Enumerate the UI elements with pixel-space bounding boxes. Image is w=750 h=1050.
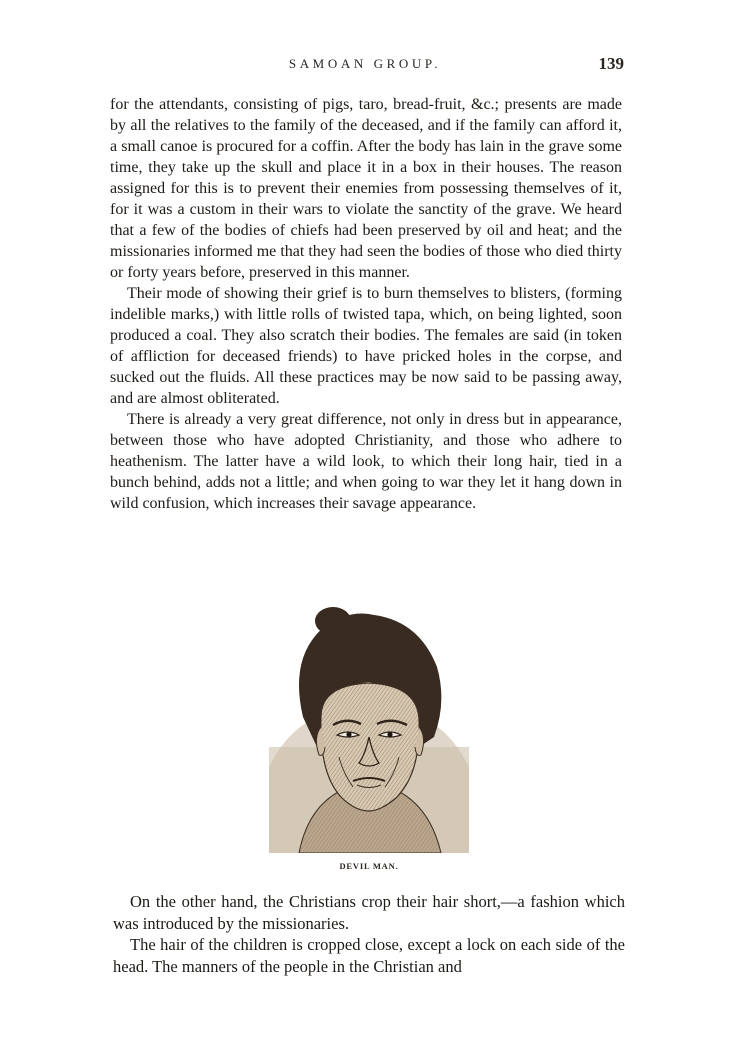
- body-text-bottom: [113, 891, 625, 977]
- figure-caption: DEVIL MAN.: [339, 861, 399, 871]
- paragraph: The hair of the children is cropped close, except a lock on each side of the head. The manners of the people in the Christian and: [113, 935, 625, 976]
- paragraph: There is already a very great difference, not only in dress but in appearance, between those who have adopted Christianity, and those who adhere to heathenism. The latter have a wild look, to which their long hair, tied in a bunch behind, adds not a little; and when going to war they let it hang down in wild confusion, which increases their savage appearance.: [110, 411, 622, 512]
- paragraph: Their mode of showing their grief is to burn themselves to blisters, (forming indelible marks,) with little rolls of twisted tapa, which, on being lighted, soon produced a coal. They also scratch their bodies. The females are said (in token of affliction for deceased friends) to have pricked holes in the corpse, and sucked out the fluids. All these practices may be now said to be passing away, and are almost obliterated.: [110, 285, 622, 407]
- running-header: [110, 54, 624, 76]
- page-number: 139: [598, 54, 624, 73]
- body-text-top: [110, 94, 622, 514]
- paragraph: On the other hand, the Christians crop their hair short,—a fashion which was introduced by the missionaries.: [113, 892, 625, 933]
- running-title: SAMOAN GROUP.: [288, 56, 442, 71]
- figure-devil-man: [269, 597, 469, 877]
- portrait-engraving-icon: [269, 597, 469, 853]
- paragraph-continued: for the attendants, consisting of pigs, taro, bread-fruit, &c.; presents are made by all the relatives to the family of the deceased, and if the family can afford it, a small canoe is procured for a coffin. After the body has lain in the grave some time, they take up the skull and place it in a box in their houses. The reason assigned for this is to prevent their enemies from possessing themselves of it, for it was a custom in their wars to violate the sanctity of the grave. We heard that a few of the bodies of chiefs had been preserved by oil and heat; and the missionaries informed me that they had seen the bodies of those who died thirty or forty years before, preserved in this manner.: [110, 96, 622, 281]
